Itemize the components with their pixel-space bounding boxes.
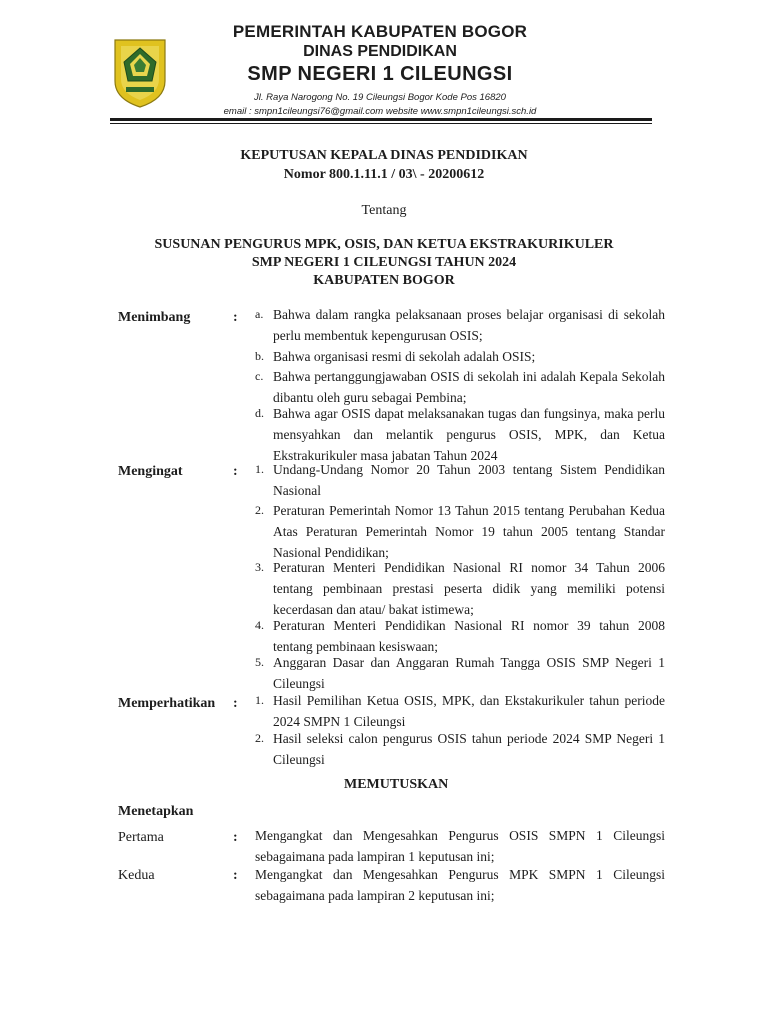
kedua-label: Kedua — [118, 868, 155, 883]
decree-title: KEPUTUSAN KEPALA DINAS PENDIDIKAN — [240, 148, 528, 163]
item-text: Peraturan Menteri Pendidikan Nasional RI nomor 39 tahun 2008 tentang pembinaan kesiswaan; — [273, 618, 665, 654]
memperhatikan-item-1 — [255, 690, 665, 732]
item-number: 2. — [255, 503, 264, 517]
item-text: Undang-Undang Nomor 20 Tahun 2003 tentang Sistem Pendidikan Nasional — [273, 462, 665, 498]
menetapkan-label: Menetapkan — [118, 804, 194, 819]
item-number: 3. — [255, 560, 264, 574]
item-text: Bahwa pertanggungjawaban OSIS di sekolah ini adalah Kepala Sekolah dibantu oleh guru sebagai Pembina; — [273, 369, 665, 405]
kabupaten-bogor-emblem-icon — [112, 37, 168, 109]
letterhead — [0, 0, 768, 130]
menimbang-item-b — [255, 346, 665, 367]
mengingat-item-5 — [255, 652, 665, 694]
government-name: PEMERINTAH KABUPATEN BOGOR — [232, 22, 528, 41]
mengingat-item-1 — [255, 459, 665, 501]
item-text: Hasil seleksi calon pengurus OSIS tahun periode 2024 SMP Negeri 1 Cileungsi — [273, 731, 665, 767]
school-address: Jl. Raya Narogong No. 19 Cileungsi Bogor Kode Pos 16820 — [254, 92, 506, 103]
item-text: Bahwa organisasi resmi di sekolah adalah OSIS; — [273, 349, 536, 364]
menimbang-item-d — [255, 403, 665, 466]
mengingat-item-2 — [255, 500, 665, 563]
menimbang-item-c — [255, 366, 665, 408]
item-number: a. — [255, 307, 264, 321]
item-text: Bahwa agar OSIS dapat melaksanakan tugas dan fungsinya, maka perlu mensyahkan dan melantik pengurus OSIS, MPK, dan Ketua Ekstrakurikuler masa jabatan Tahun 2024 — [273, 406, 665, 463]
decree-number: Nomor 800.1.11.1 / 03\ - 20200612 — [283, 167, 485, 182]
item-text: Mengangkat dan Mengesahkan Pengurus OSIS SMPN 1 Cileungsi sebagaimana pada lampiran 1 keputusan ini; — [255, 828, 665, 864]
pertama-label: Pertama — [118, 830, 164, 845]
pertama-text — [255, 825, 665, 867]
item-number: 4. — [255, 618, 264, 632]
item-text: Anggaran Dasar dan Anggaran Rumah Tangga OSIS SMP Negeri 1 Cileungsi — [273, 655, 665, 691]
memperhatikan-label: Memperhatikan — [118, 696, 216, 711]
menimbang-label: Menimbang — [118, 310, 191, 325]
letterhead-text — [195, 22, 565, 119]
school-name: SMP NEGERI 1 CILEUNGSI — [247, 63, 513, 85]
item-text: Hasil Pemilihan Ketua OSIS, MPK, dan Ekstakurikuler tahun periode 2024 SMPN 1 Cileungsi — [273, 693, 665, 729]
item-number: 2. — [255, 731, 264, 745]
item-number: c. — [255, 369, 264, 383]
mengingat-label: Mengingat — [118, 464, 183, 479]
item-text: Bahwa dalam rangka pelaksanaan proses belajar organisasi di sekolah perlu membentuk kepengurusan OSIS; — [273, 307, 665, 343]
mengingat-item-3 — [255, 557, 665, 620]
item-text: Peraturan Pemerintah Nomor 13 Tahun 2015 tentang Perubahan Kedua Atas Peraturan Pemerintah Nomor 19 tahun 2005 tentang Standar Nasional Pendidikan; — [273, 503, 665, 560]
menimbang-item-a — [255, 304, 665, 346]
decree-tentang: Tentang — [361, 203, 407, 218]
item-number: 1. — [255, 462, 264, 476]
mengingat-colon: : — [233, 464, 238, 479]
memperhatikan-item-2 — [255, 728, 665, 770]
item-number: 1. — [255, 693, 264, 707]
letterhead-divider — [110, 118, 652, 121]
menimbang-colon: : — [233, 310, 238, 325]
decree-subject-line1: SUSUNAN PENGURUS MPK, OSIS, DAN KETUA EKSTRAKURIKULER — [154, 237, 614, 252]
item-number: d. — [255, 406, 264, 420]
mengingat-item-4 — [255, 615, 665, 657]
letterhead-divider-thin — [110, 123, 652, 124]
department-name: DINAS PENDIDIKAN — [303, 43, 457, 60]
item-number: 5. — [255, 655, 264, 669]
memutuskan-heading: MEMUTUSKAN — [344, 777, 449, 792]
item-number: b. — [255, 349, 264, 363]
school-contact: email : smpn1cileungsi76@gmail.com website www.smpn1cileungsi.sch.id — [223, 106, 537, 117]
decree-subject-line2: SMP NEGERI 1 CILEUNGSI TAHUN 2024 — [251, 255, 517, 270]
memperhatikan-colon: : — [233, 696, 238, 711]
kedua-text — [255, 864, 665, 906]
kedua-colon: : — [233, 868, 238, 883]
item-text: Peraturan Menteri Pendidikan Nasional RI nomor 34 Tahun 2006 tentang pembinaan prestasi peserta didik yang memiliki potensi kecerdasan dan atau/ bakat istimewa; — [273, 560, 665, 617]
item-text: Mengangkat dan Mengesahkan Pengurus MPK SMPN 1 Cileungsi sebagaimana pada lampiran 2 keputusan ini; — [255, 867, 665, 903]
decree-subject-line3: KABUPATEN BOGOR — [313, 273, 455, 288]
pertama-colon: : — [233, 830, 238, 845]
